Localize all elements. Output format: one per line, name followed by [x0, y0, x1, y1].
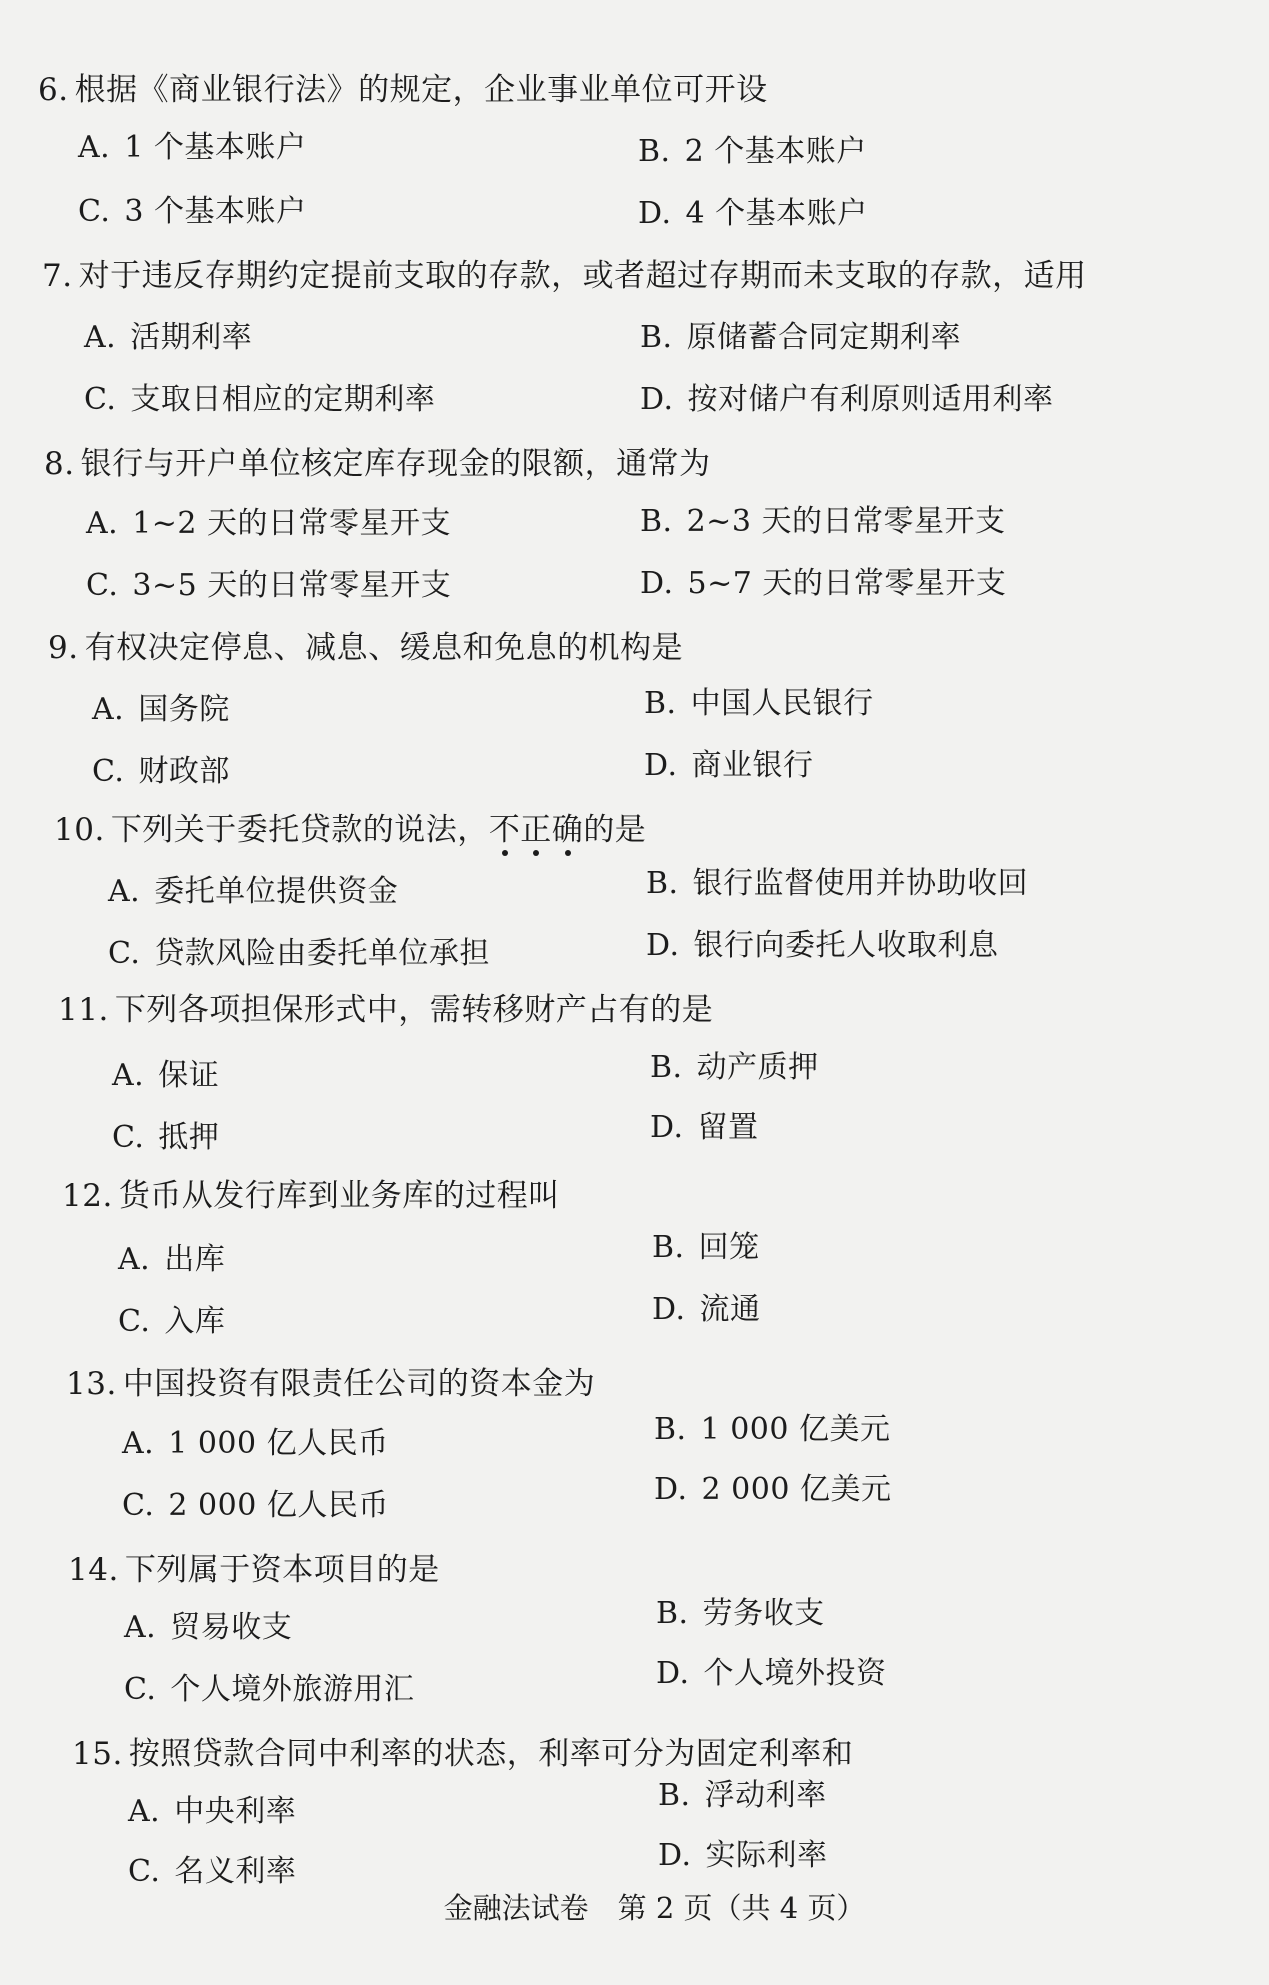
option-d [656, 1654, 887, 1694]
option-text: 3 个基本账户 [124, 194, 307, 229]
question-text: 下列各项担保形式中，需转移财产占有的是 [114, 992, 714, 1028]
question-stem [62, 1176, 560, 1216]
option-text: 3~5 天的日常零星开支 [132, 568, 452, 603]
question-text: 根据《商业银行法》的规定，企业事业单位可开设 [74, 72, 768, 108]
option-letter: D. [654, 1472, 688, 1507]
option-letter: D. [656, 1656, 690, 1691]
option-letter: D. [646, 928, 680, 963]
option-letter: A. [128, 1794, 161, 1829]
emphasis-dots [489, 850, 584, 858]
option-letter: A. [86, 506, 119, 541]
question-number: 15. [72, 1736, 123, 1772]
question-number: 9. [48, 630, 79, 666]
option-c [122, 1486, 389, 1526]
option-letter: D. [652, 1292, 686, 1327]
option-letter: C. [92, 754, 125, 789]
question-text: 货币从发行库到业务库的过程叫 [118, 1178, 560, 1214]
option-text: 入库 [164, 1304, 226, 1339]
option-a [112, 1056, 219, 1096]
option-b [654, 1410, 891, 1450]
option-a [108, 872, 398, 912]
option-letter: A. [108, 874, 141, 909]
option-d [652, 1290, 761, 1330]
option-letter: A. [92, 692, 125, 727]
option-letter: D. [658, 1838, 692, 1873]
option-a [86, 504, 451, 544]
option-text: 1 000 亿人民币 [168, 1426, 389, 1461]
option-letter: D. [644, 748, 678, 783]
option-text: 个人境外旅游用汇 [170, 1672, 415, 1707]
option-text: 抵押 [158, 1120, 220, 1155]
option-letter: A. [78, 130, 111, 165]
question-text: 中国投资有限责任公司的资本金为 [122, 1366, 596, 1402]
option-letter: C. [84, 382, 117, 417]
option-text: 财政部 [138, 754, 230, 789]
question-stem [58, 990, 713, 1030]
option-letter: A. [112, 1058, 145, 1093]
question-stem [48, 628, 683, 668]
option-letter: B. [646, 866, 679, 901]
option-text: 2~3 天的日常零星开支 [686, 504, 1006, 539]
option-letter: B. [640, 320, 673, 355]
option-letter: C. [118, 1304, 151, 1339]
option-letter: B. [640, 504, 673, 539]
option-d [658, 1836, 828, 1876]
emphasis-word: 不正确 [488, 812, 584, 848]
option-letter: B. [652, 1230, 685, 1265]
option-a [128, 1792, 296, 1832]
question-text: 对于违反存期约定提前支取的存款，或者超过存期而未支取的存款，适用 [78, 258, 1087, 294]
option-letter: A. [122, 1426, 155, 1461]
question-number: 7. [42, 258, 73, 294]
question-number: 14. [68, 1552, 119, 1588]
option-letter: C. [112, 1120, 145, 1155]
option-letter: B. [656, 1596, 689, 1631]
option-a [122, 1424, 389, 1464]
option-c [78, 192, 307, 232]
option-a [92, 690, 230, 730]
question-stem [42, 256, 1087, 296]
question-text: 下列关于委托贷款的说法， [110, 812, 489, 848]
option-letter: A. [84, 320, 117, 355]
question-stem [72, 1734, 853, 1774]
option-a [124, 1608, 292, 1648]
option-letter: C. [86, 568, 119, 603]
option-b [652, 1228, 760, 1268]
option-text: 中央利率 [174, 1794, 297, 1829]
option-letter: C. [128, 1854, 161, 1889]
option-d [654, 1470, 891, 1510]
question-number: 10. [54, 812, 105, 848]
question-stem [44, 444, 711, 484]
option-b [656, 1594, 825, 1634]
option-text: 贷款风险由委托单位承担 [154, 936, 490, 971]
option-d [640, 564, 1006, 604]
option-c [84, 380, 435, 420]
option-text: 回笼 [698, 1230, 760, 1265]
option-letter: C. [108, 936, 141, 971]
option-text: 2 000 亿人民币 [168, 1488, 389, 1523]
option-letter: B. [644, 686, 677, 721]
option-b [658, 1776, 827, 1816]
question-number: 13. [66, 1366, 117, 1402]
question-text: 下列属于资本项目的是 [124, 1552, 440, 1588]
option-text: 按对储户有利原则适用利率 [687, 382, 1054, 417]
question-stem [38, 70, 768, 110]
option-letter: B. [658, 1778, 691, 1813]
option-text: 1 个基本账户 [124, 130, 307, 165]
option-text: 活期利率 [130, 320, 253, 355]
option-text: 4 个基本账户 [685, 196, 868, 231]
option-text: 保证 [158, 1058, 220, 1093]
option-text: 留置 [697, 1110, 759, 1145]
option-text: 名义利率 [174, 1854, 297, 1889]
option-text: 原储蓄合同定期利率 [686, 320, 962, 355]
option-letter: D. [638, 196, 672, 231]
option-letter: B. [638, 134, 671, 169]
option-d [646, 926, 999, 966]
option-letter: A. [118, 1242, 151, 1277]
option-text: 流通 [699, 1292, 761, 1327]
option-text: 银行向委托人收取利息 [693, 928, 999, 963]
option-text: 贸易收支 [170, 1610, 293, 1645]
option-text: 2 个基本账户 [684, 134, 867, 169]
option-c [118, 1302, 225, 1342]
option-letter: B. [654, 1412, 687, 1447]
option-text: 1 000 亿美元 [700, 1412, 891, 1447]
question-stem [68, 1550, 440, 1590]
option-b [650, 1048, 819, 1088]
option-c [92, 752, 230, 792]
question-stem [54, 810, 646, 850]
option-text: 2 000 亿美元 [701, 1472, 892, 1507]
option-text: 1~2 天的日常零星开支 [132, 506, 452, 541]
question-number: 11. [58, 992, 109, 1028]
option-text: 中国人民银行 [690, 686, 874, 721]
option-a [118, 1240, 225, 1280]
question-number: 6. [38, 72, 69, 108]
option-text: 出库 [164, 1242, 226, 1277]
question-stem [66, 1364, 595, 1404]
option-letter: A. [124, 1610, 157, 1645]
option-text: 商业银行 [691, 748, 814, 783]
question-text-tail: 的是 [583, 812, 647, 848]
option-text: 支取日相应的定期利率 [130, 382, 436, 417]
option-text: 实际利率 [705, 1838, 828, 1873]
option-b [638, 132, 867, 172]
option-text: 劳务收支 [702, 1596, 825, 1631]
option-a [84, 318, 252, 358]
option-text: 委托单位提供资金 [154, 874, 399, 909]
question-text: 按照贷款合同中利率的状态，利率可分为固定利率和 [128, 1736, 854, 1772]
option-letter: B. [650, 1050, 683, 1085]
question-number: 12. [62, 1178, 113, 1214]
option-b [640, 502, 1005, 542]
option-letter: C. [78, 194, 111, 229]
question-text: 有权决定停息、减息、缓息和免息的机构是 [84, 630, 684, 666]
option-d [640, 380, 1054, 420]
page-footer: 金融法试卷 第 2 页（共 4 页） [443, 1891, 866, 1925]
option-b [646, 864, 1028, 904]
option-text: 浮动利率 [704, 1778, 827, 1813]
option-letter: D. [640, 382, 674, 417]
option-c [112, 1118, 219, 1158]
option-text: 动产质押 [696, 1050, 819, 1085]
option-c [108, 934, 490, 974]
option-a [78, 128, 306, 168]
option-d [644, 746, 814, 786]
question-number: 8. [44, 446, 75, 482]
option-d [638, 194, 868, 234]
option-text: 个人境外投资 [703, 1656, 887, 1691]
option-letter: C. [124, 1672, 157, 1707]
option-c [86, 566, 451, 606]
option-letter: D. [650, 1110, 684, 1145]
option-text: 国务院 [138, 692, 230, 727]
option-b [640, 318, 961, 358]
option-text: 银行监督使用并协助收回 [692, 866, 1029, 901]
question-text: 银行与开户单位核定库存现金的限额，通常为 [80, 446, 711, 482]
option-letter: C. [122, 1488, 155, 1523]
emphasis-text [489, 812, 584, 848]
option-c [124, 1670, 414, 1710]
option-c [128, 1852, 296, 1892]
option-letter: D. [640, 566, 674, 601]
option-d [650, 1108, 759, 1148]
option-text: 5~7 天的日常零星开支 [687, 566, 1007, 601]
option-b [644, 684, 874, 724]
